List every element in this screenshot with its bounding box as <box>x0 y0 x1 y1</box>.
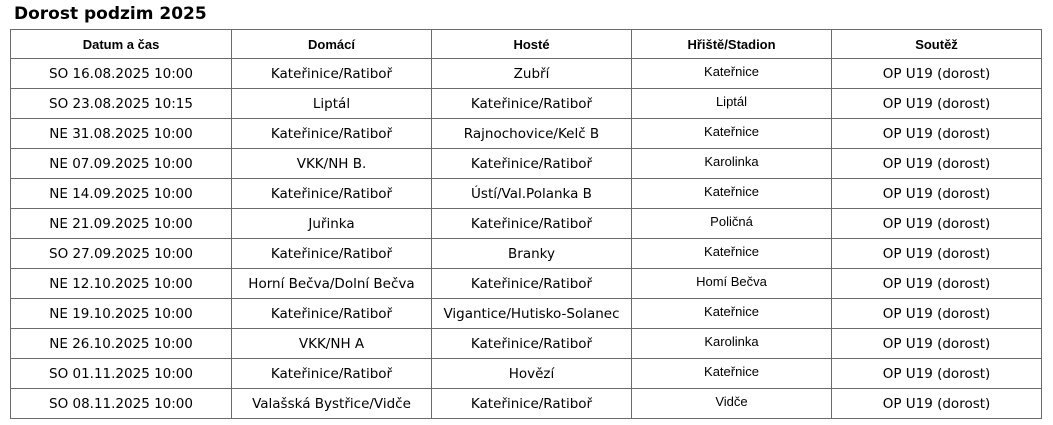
cell-datetime: SO 27.09.2025 10:00 <box>11 239 232 269</box>
column-header-away: Hosté <box>432 30 632 59</box>
cell-away: Rajnochovice/Kelč B <box>432 119 632 149</box>
cell-competition: OP U19 (dorost) <box>832 389 1042 419</box>
cell-datetime: SO 23.08.2025 10:15 <box>11 89 232 119</box>
cell-venue: Kateřnice <box>632 239 832 269</box>
table-row <box>11 269 1042 299</box>
cell-competition: OP U19 (dorost) <box>832 269 1042 299</box>
cell-away: Branky <box>432 239 632 269</box>
cell-venue: Poličná <box>632 209 832 239</box>
cell-home: Valašská Bystřice/Vidče <box>232 389 432 419</box>
cell-competition: OP U19 (dorost) <box>832 179 1042 209</box>
schedule-table <box>10 29 1042 419</box>
cell-competition: OP U19 (dorost) <box>832 209 1042 239</box>
header-row <box>11 30 1042 59</box>
cell-datetime: NE 12.10.2025 10:00 <box>11 269 232 299</box>
cell-venue: Homí Bečva <box>632 269 832 299</box>
cell-home: VKK/NH B. <box>232 149 432 179</box>
cell-home: VKK/NH A <box>232 329 432 359</box>
cell-competition: OP U19 (dorost) <box>832 239 1042 269</box>
cell-away: Kateřinice/Ratiboř <box>432 389 632 419</box>
cell-home: Kateřinice/Ratiboř <box>232 239 432 269</box>
page-title: Dorost podzim 2025 <box>14 4 207 24</box>
cell-home: Horní Bečva/Dolní Bečva <box>232 269 432 299</box>
cell-datetime: NE 14.09.2025 10:00 <box>11 179 232 209</box>
cell-datetime: NE 19.10.2025 10:00 <box>11 299 232 329</box>
cell-home: Juřinka <box>232 209 432 239</box>
cell-venue: Karolinka <box>632 329 832 359</box>
cell-home: Kateřinice/Ratiboř <box>232 119 432 149</box>
table-row <box>11 359 1042 389</box>
cell-venue: Kateřnice <box>632 59 832 89</box>
cell-venue: Liptál <box>632 89 832 119</box>
cell-home: Kateřinice/Ratiboř <box>232 299 432 329</box>
column-header-home: Domácí <box>232 30 432 59</box>
cell-competition: OP U19 (dorost) <box>832 59 1042 89</box>
table-row <box>11 119 1042 149</box>
cell-competition: OP U19 (dorost) <box>832 299 1042 329</box>
cell-home: Kateřinice/Ratiboř <box>232 359 432 389</box>
cell-datetime: SO 08.11.2025 10:00 <box>11 389 232 419</box>
cell-competition: OP U19 (dorost) <box>832 89 1042 119</box>
table-row <box>11 239 1042 269</box>
cell-venue: Vidče <box>632 389 832 419</box>
cell-venue: Kateřnice <box>632 179 832 209</box>
cell-away: Kateřinice/Ratiboř <box>432 89 632 119</box>
column-header-datetime: Datum a čas <box>11 30 232 59</box>
cell-venue: Kateřnice <box>632 359 832 389</box>
table-row <box>11 329 1042 359</box>
table-row <box>11 89 1042 119</box>
cell-away: Kateřinice/Ratiboř <box>432 329 632 359</box>
cell-competition: OP U19 (dorost) <box>832 119 1042 149</box>
table-row <box>11 179 1042 209</box>
cell-venue: Kateřnice <box>632 299 832 329</box>
cell-datetime: SO 01.11.2025 10:00 <box>11 359 232 389</box>
cell-competition: OP U19 (dorost) <box>832 359 1042 389</box>
cell-away: Hovězí <box>432 359 632 389</box>
table-row <box>11 59 1042 89</box>
cell-away: Zubří <box>432 59 632 89</box>
cell-home: Kateřinice/Ratiboř <box>232 59 432 89</box>
cell-datetime: NE 21.09.2025 10:00 <box>11 209 232 239</box>
cell-competition: OP U19 (dorost) <box>832 149 1042 179</box>
cell-home: Liptál <box>232 89 432 119</box>
cell-away: Kateřinice/Ratiboř <box>432 269 632 299</box>
cell-competition: OP U19 (dorost) <box>832 329 1042 359</box>
table-row <box>11 209 1042 239</box>
table-row <box>11 149 1042 179</box>
column-header-venue: Hřiště/Stadion <box>632 30 832 59</box>
cell-venue: Kateřnice <box>632 119 832 149</box>
table-row <box>11 299 1042 329</box>
cell-away: Vigantice/Hutisko-Solanec <box>432 299 632 329</box>
cell-venue: Karolinka <box>632 149 832 179</box>
cell-away: Kateřinice/Ratiboř <box>432 209 632 239</box>
column-header-competition: Soutěž <box>832 30 1042 59</box>
cell-datetime: NE 31.08.2025 10:00 <box>11 119 232 149</box>
table-row <box>11 389 1042 419</box>
cell-datetime: NE 07.09.2025 10:00 <box>11 149 232 179</box>
cell-datetime: SO 16.08.2025 10:00 <box>11 59 232 89</box>
cell-home: Kateřinice/Ratiboř <box>232 179 432 209</box>
cell-away: Ústí/Val.Polanka B <box>432 179 632 209</box>
cell-datetime: NE 26.10.2025 10:00 <box>11 329 232 359</box>
cell-away: Kateřinice/Ratiboř <box>432 149 632 179</box>
